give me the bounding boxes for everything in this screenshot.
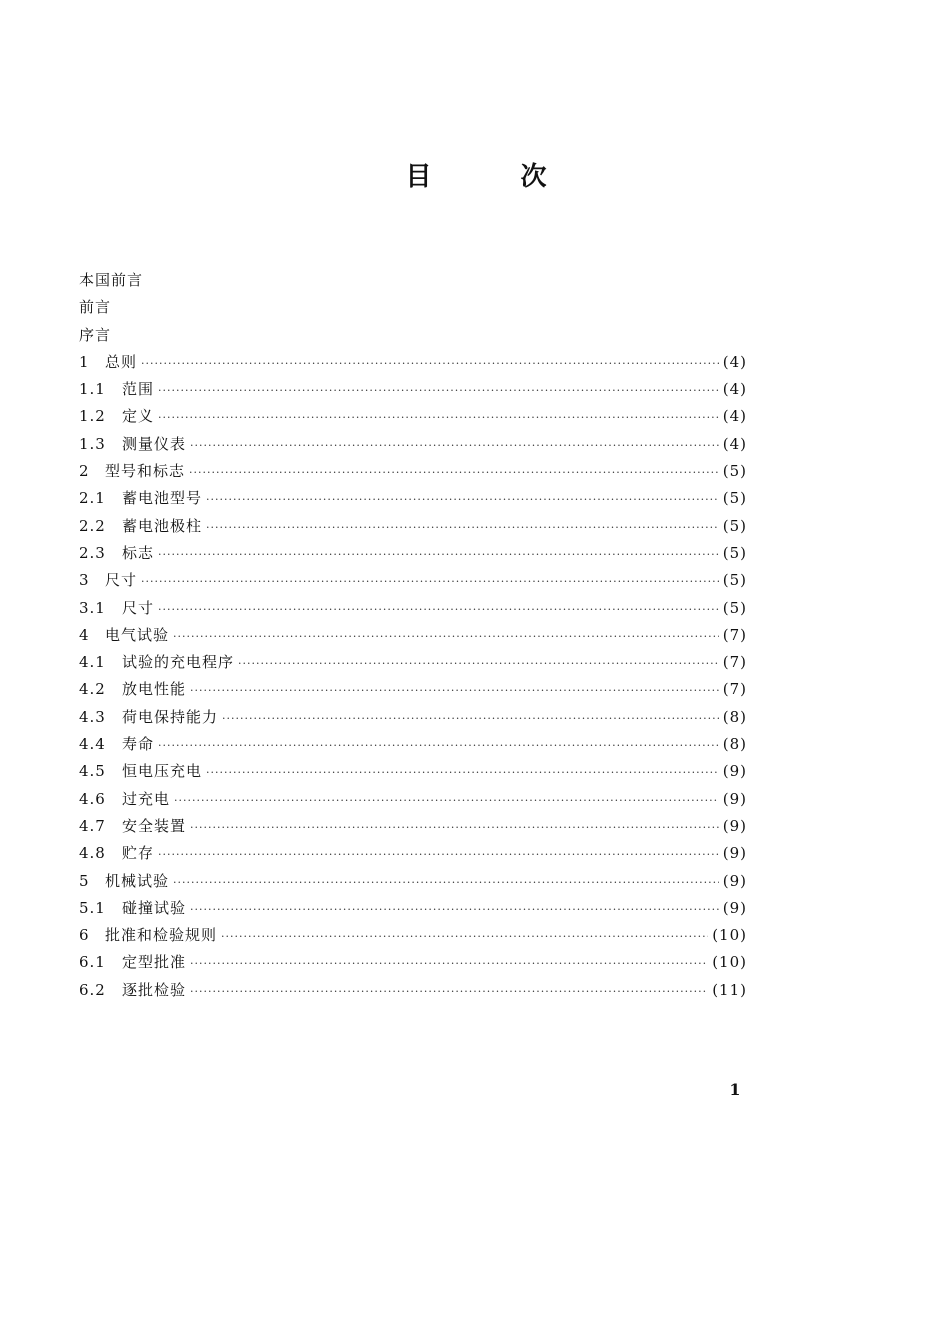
toc-entry-number: 6 <box>79 926 90 945</box>
toc-entry-label: 测量仪表 <box>122 434 187 453</box>
toc-entry-number: 2 <box>79 462 90 481</box>
toc-entry-label: 标志 <box>122 543 155 562</box>
toc-item-label: 前言 <box>79 298 112 317</box>
toc-entry[interactable] <box>79 840 747 867</box>
toc-entry-number: 4 <box>79 625 90 644</box>
toc-entry[interactable] <box>79 458 747 485</box>
toc-front-matter-item[interactable] <box>79 322 747 349</box>
toc-entry-page: (9) <box>722 789 747 808</box>
toc-entry-page: (9) <box>722 898 747 917</box>
toc-entry-label: 批准和检验规则 <box>105 926 218 945</box>
toc-entry-page: (11) <box>712 980 747 999</box>
toc-entry[interactable] <box>79 786 747 813</box>
toc-leader-dots <box>158 841 719 867</box>
toc-leader-dots <box>206 486 719 512</box>
page-title: 目 次 <box>405 162 587 193</box>
toc-entry-label: 碰撞试验 <box>122 898 187 917</box>
toc-entry-label: 范围 <box>122 380 155 399</box>
toc-entry-number: 4.8 <box>79 844 106 863</box>
toc-leader-dots <box>190 896 719 922</box>
toc-leader-dots <box>173 869 719 895</box>
toc-entry-number: 4.5 <box>79 762 106 781</box>
toc-entry-number: 2.2 <box>79 516 106 535</box>
toc-entry-number: 3 <box>79 571 90 590</box>
page-number: 1 <box>729 1080 741 1099</box>
toc-leader-dots <box>141 350 719 376</box>
toc-entry-number: 4.1 <box>79 653 106 672</box>
toc-leader-dots <box>190 677 719 703</box>
toc-entry-number: 1.2 <box>79 407 106 426</box>
toc-entry-label: 型号和标志 <box>105 462 186 481</box>
toc-entry-number: 2.3 <box>79 543 106 562</box>
toc-entry[interactable] <box>79 431 747 458</box>
toc-entry-label: 蓄电池型号 <box>122 489 203 508</box>
toc-leader-dots <box>174 787 719 813</box>
toc-leader-dots <box>158 596 719 622</box>
toc-entry[interactable] <box>79 567 747 594</box>
toc-entry-number: 4.3 <box>79 707 106 726</box>
toc-leader-dots <box>158 377 719 403</box>
toc-entry-page: (5) <box>722 462 747 481</box>
toc-entry-page: (9) <box>722 762 747 781</box>
toc-entry-label: 定义 <box>122 407 155 426</box>
toc-entry-label: 试验的充电程序 <box>122 653 235 672</box>
toc-entry-number: 1.3 <box>79 434 106 453</box>
toc-entry-label: 尺寸 <box>122 598 155 617</box>
toc-entry[interactable] <box>79 622 747 649</box>
toc-entry[interactable] <box>79 676 747 703</box>
toc-entry[interactable] <box>79 595 747 622</box>
toc-entry[interactable] <box>79 758 747 785</box>
toc-entry-label: 逐批检验 <box>122 980 187 999</box>
toc-entry-number: 4.2 <box>79 680 106 699</box>
toc-item-label: 本国前言 <box>79 271 144 289</box>
toc-leader-dots <box>222 705 719 731</box>
toc-entry-number: 6.2 <box>79 980 106 999</box>
toc-entry-label: 尺寸 <box>105 571 138 590</box>
toc-entry-label: 定型批准 <box>122 953 187 972</box>
toc-entry-label: 电气试验 <box>105 625 170 644</box>
toc-entry-page: (7) <box>722 625 747 644</box>
toc-entry-label: 机械试验 <box>105 871 170 890</box>
toc-entry-label: 寿命 <box>122 735 155 754</box>
toc-entry[interactable] <box>79 895 747 922</box>
toc-entry-page: (7) <box>722 680 747 699</box>
toc-leader-dots <box>190 432 719 458</box>
toc-entry-page: (9) <box>722 871 747 890</box>
toc-entry-page: (4) <box>722 434 747 453</box>
toc-leader-dots <box>221 923 708 949</box>
toc-leader-dots <box>190 978 708 1004</box>
toc-front-matter-item[interactable] <box>79 294 747 321</box>
toc-entry[interactable] <box>79 868 747 895</box>
toc-leader-dots <box>158 541 719 567</box>
toc-entry[interactable] <box>79 731 747 758</box>
toc-entry-page: (10) <box>712 926 747 945</box>
toc-entry[interactable] <box>79 513 747 540</box>
toc-entry-page: (5) <box>722 489 747 508</box>
toc-entry-page: (5) <box>722 543 747 562</box>
toc-entry[interactable] <box>79 922 747 949</box>
toc-entry[interactable] <box>79 813 747 840</box>
toc-entry-number: 6.1 <box>79 953 106 972</box>
toc-entry[interactable] <box>79 485 747 512</box>
toc-entry-page: (9) <box>722 844 747 863</box>
toc-entry-page: (9) <box>722 816 747 835</box>
toc-entry-page: (7) <box>722 653 747 672</box>
toc-entry-label: 荷电保持能力 <box>122 707 219 726</box>
toc-leader-dots <box>238 650 719 676</box>
toc-entry[interactable] <box>79 649 747 676</box>
toc-leader-dots <box>158 732 719 758</box>
toc-entry-number: 5 <box>79 871 90 890</box>
toc-item-label: 序言 <box>79 325 112 344</box>
toc-leader-dots <box>141 568 719 594</box>
toc-leader-dots <box>190 814 719 840</box>
table-of-contents <box>79 267 747 1004</box>
toc-entry-label: 过充电 <box>122 789 171 808</box>
toc-entry[interactable] <box>79 540 747 567</box>
toc-entry-number: 4.6 <box>79 789 106 808</box>
toc-entry-number: 3.1 <box>79 598 106 617</box>
toc-leader-dots <box>206 759 719 785</box>
toc-entry-label: 恒电压充电 <box>122 762 203 781</box>
toc-entry-number: 1.1 <box>79 380 106 399</box>
toc-leader-dots <box>206 514 719 540</box>
toc-entry-number: 4.4 <box>79 735 106 754</box>
toc-leader-dots <box>190 950 708 976</box>
toc-entry-page: (4) <box>722 380 747 399</box>
toc-leader-dots <box>158 404 719 430</box>
toc-leader-dots <box>189 459 719 485</box>
toc-entry-page: (4) <box>722 407 747 426</box>
toc-entry-label: 安全装置 <box>122 816 187 835</box>
toc-front-matter-item[interactable] <box>79 267 747 294</box>
toc-entry-page: (5) <box>722 571 747 590</box>
toc-entry[interactable] <box>79 376 747 403</box>
toc-entry-page: (10) <box>712 953 747 972</box>
toc-entry-number: 2.1 <box>79 489 106 508</box>
toc-entry-label: 总则 <box>105 352 138 371</box>
toc-entry[interactable] <box>79 977 747 1004</box>
toc-entry[interactable] <box>79 349 747 376</box>
toc-entry-number: 4.7 <box>79 816 106 835</box>
toc-entry-label: 蓄电池极柱 <box>122 516 203 535</box>
toc-entry-page: (4) <box>722 352 747 371</box>
toc-entry-label: 贮存 <box>122 844 155 863</box>
toc-entry[interactable] <box>79 949 747 976</box>
toc-entry-page: (8) <box>722 707 747 726</box>
toc-entry[interactable] <box>79 403 747 430</box>
toc-entry-number: 1 <box>79 352 90 371</box>
toc-entry-page: (8) <box>722 735 747 754</box>
toc-entry-page: (5) <box>722 598 747 617</box>
toc-entry-page: (5) <box>722 516 747 535</box>
toc-entry[interactable] <box>79 704 747 731</box>
toc-entry-number: 5.1 <box>79 898 106 917</box>
toc-leader-dots <box>173 623 719 649</box>
toc-entry-label: 放电性能 <box>122 680 187 699</box>
